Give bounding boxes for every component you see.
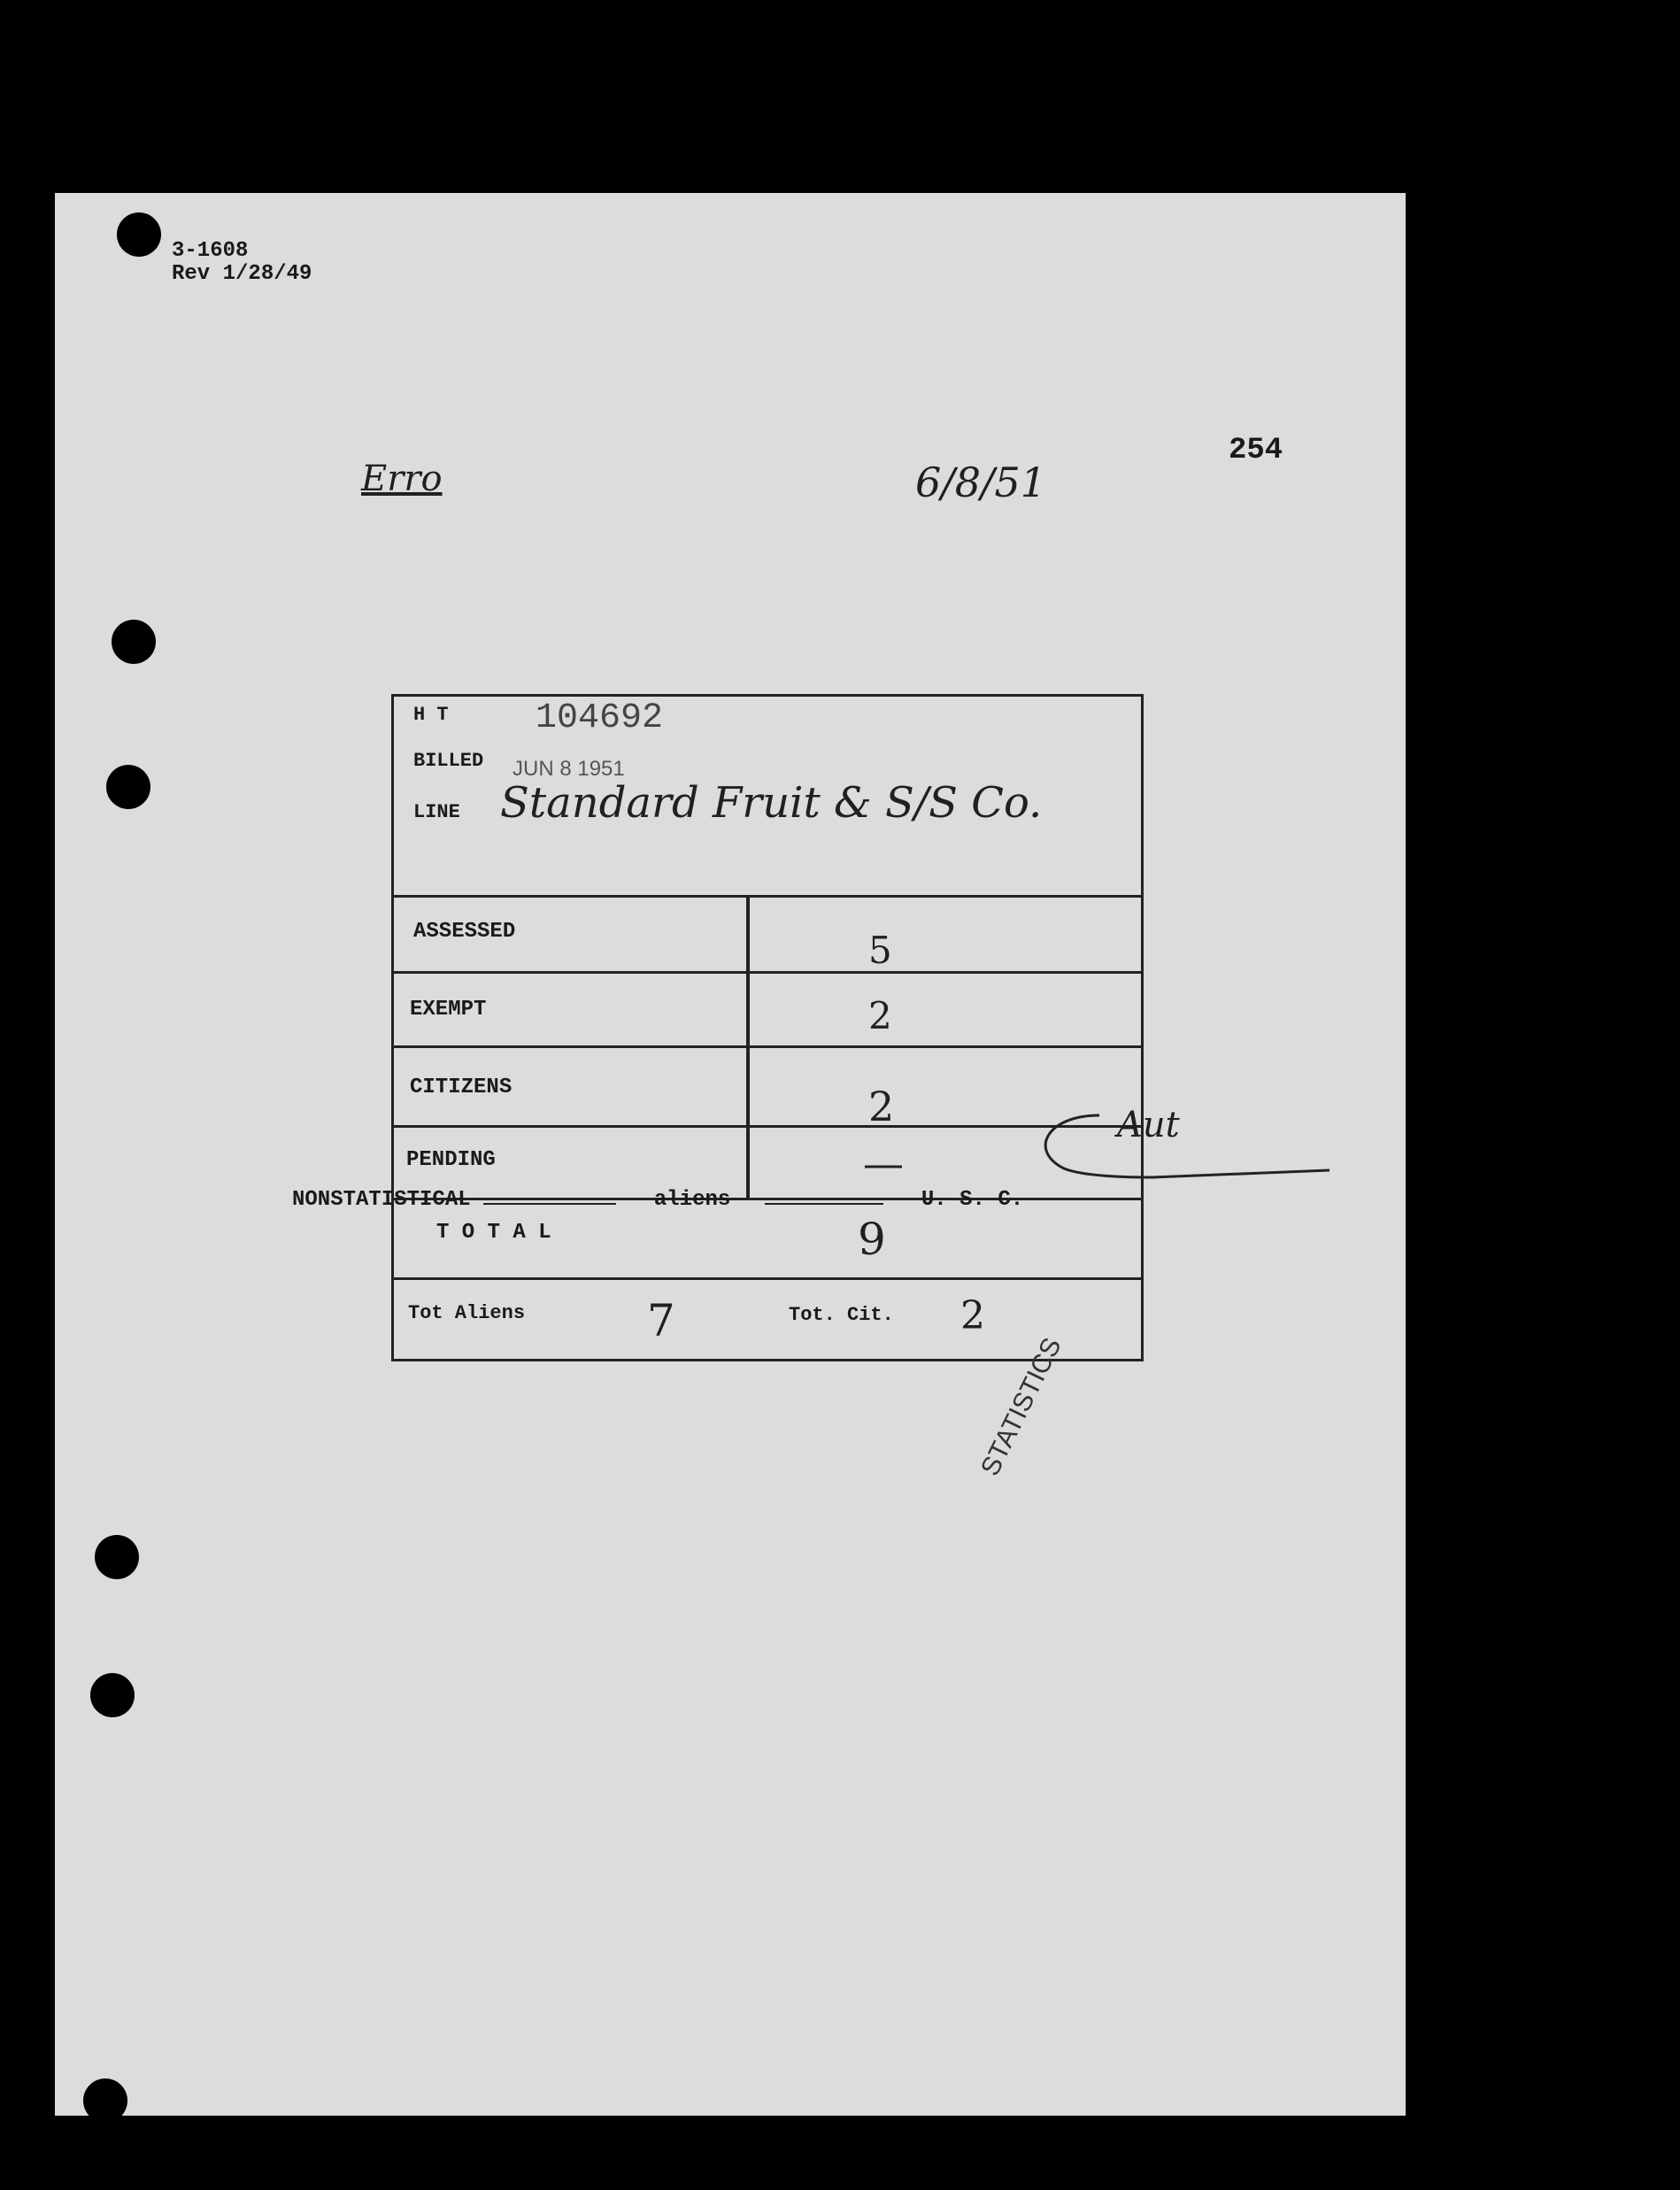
total-value: 9 (858, 1214, 886, 1265)
handwritten-date: 6/8/51 (915, 459, 1047, 506)
row-value-assessed: 5 (868, 929, 892, 972)
page-number: 254 (1229, 434, 1283, 467)
row-divider (394, 1277, 1141, 1280)
punch-hole (112, 620, 156, 664)
punch-hole (106, 765, 150, 809)
form-revision: Rev 1/28/49 (172, 262, 312, 286)
aliens-blank (765, 1202, 883, 1205)
row-value-pending: — (863, 1139, 904, 1187)
row-value-citizens: 2 (868, 1083, 895, 1130)
initials-scribble (1029, 1107, 1347, 1186)
nonstatistical-blank (483, 1202, 616, 1205)
nonstatistical-row (292, 1188, 1023, 1212)
row-divider (394, 971, 1141, 974)
punch-hole (83, 2078, 127, 2123)
summary-form (391, 694, 1144, 1361)
line-label: LINE (413, 801, 460, 823)
ht-label: H T (413, 704, 449, 726)
row-divider (394, 1045, 1141, 1048)
row-value-exempt: 2 (868, 994, 892, 1037)
tot-aliens-label: Tot Aliens (408, 1302, 526, 1324)
billed-stamp: JUN 8 1951 (512, 757, 625, 781)
form-divider (394, 895, 1141, 898)
nonstatistical-label: NONSTATISTICAL (292, 1188, 471, 1212)
row-label-pending: PENDING (406, 1148, 496, 1172)
line-value: Standard Fruit & S/S Co. (500, 778, 1043, 828)
tot-cit-value: 2 (960, 1293, 985, 1338)
tot-aliens-value: 7 (647, 1295, 675, 1346)
row-label-exempt: EXEMPT (410, 998, 487, 1022)
initials: Aut (1117, 1105, 1180, 1145)
tot-cit-label: Tot. Cit. (789, 1304, 894, 1326)
handwritten-note: Erro (361, 459, 443, 499)
punch-hole (117, 212, 161, 257)
billed-label: BILLED (413, 750, 484, 772)
total-label: T O T A L (436, 1221, 551, 1245)
ht-number: 104692 (536, 698, 664, 738)
row-label-citizens: CITIZENS (410, 1076, 512, 1099)
punch-hole (90, 1673, 135, 1717)
statistics-stamp: STATISTICS (975, 1333, 1067, 1481)
row-label-assessed: ASSESSED (413, 920, 516, 944)
punch-hole (95, 1535, 139, 1579)
usc-label: U. S. C. (921, 1188, 1024, 1212)
document-page (55, 193, 1406, 2116)
form-number: 3-1608 (172, 239, 249, 263)
aliens-label: aliens (653, 1188, 731, 1212)
